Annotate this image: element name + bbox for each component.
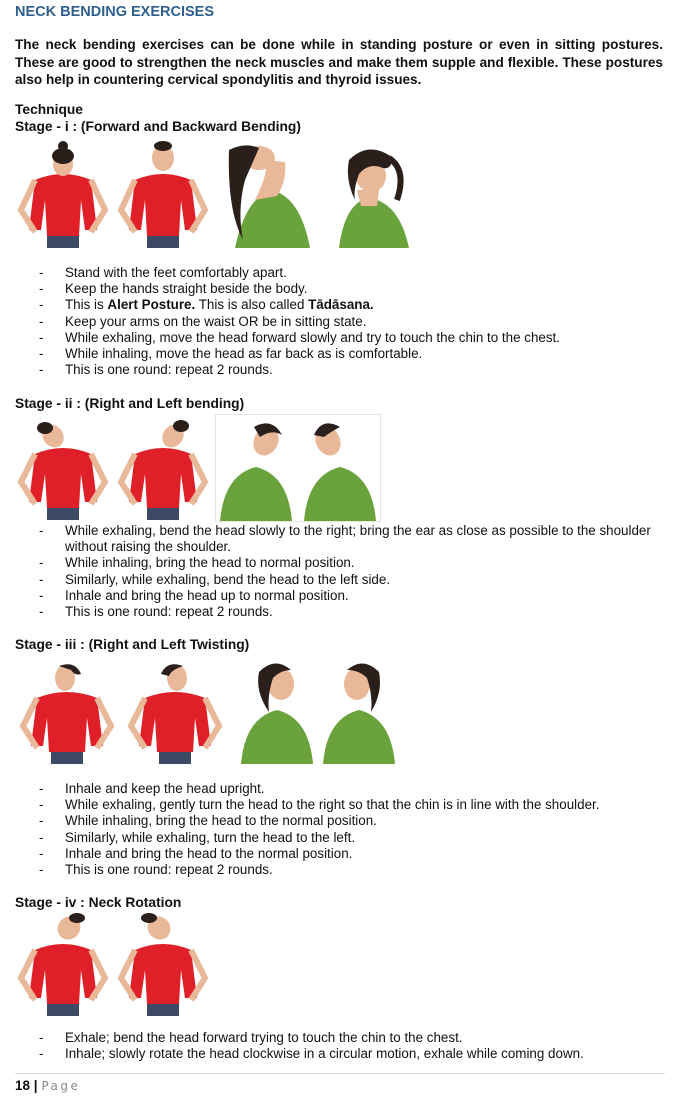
list-item: - Similarly, while exhaling, turn the head to the left. [15, 830, 665, 846]
list-item: - While exhaling, bend the head slowly to the right; bring the ear as close as possible to the shoulder without raising the shoulder. [15, 523, 665, 555]
list-item: - Similarly, while exhaling, bend the head to the left side. [15, 572, 665, 588]
figure-red-forward [15, 140, 111, 248]
figure-green-backward [215, 140, 315, 248]
figure-red-bend-left [115, 414, 211, 520]
list-item: - While exhaling, gently turn the head to the right so that the chin is in line with the shoulder. [15, 797, 665, 813]
figure-red-rotation-1 [15, 912, 111, 1016]
list-item: - While inhaling, bring the head to the normal position. [15, 813, 665, 829]
stage-1-figures [15, 140, 415, 248]
stage-2-steps [15, 523, 665, 620]
list-item: - Keep your arms on the waist OR be in sitting state. [15, 314, 665, 330]
list-item: - This is one round: repeat 2 rounds. [15, 362, 665, 378]
figure-green-forward [319, 140, 415, 248]
page-number: 18 [15, 1078, 31, 1093]
stage-3-figures [15, 656, 407, 764]
page-footer [15, 1078, 80, 1093]
figure-red-backward [115, 140, 211, 248]
stage-4-figures [15, 912, 211, 1016]
figure-green-twist-pair [231, 656, 407, 764]
list-item: - Stand with the feet comfortably apart. [15, 265, 665, 281]
technique-heading: Technique [15, 102, 83, 117]
intro-paragraph: The neck bending exercises can be done while in standing posture or even in sitting postures. These are good to strengthen the neck muscles and make them supple and flexible. These postures also help in countering cervical spondylitis and thyroid issues. [15, 37, 663, 87]
step-bold-text: Tādāsana. [308, 297, 374, 313]
page-title: NECK BENDING EXERCISES [15, 4, 215, 20]
figure-red-rotation-2 [115, 912, 211, 1016]
list-item: - While inhaling, move the head as far back as is comfortable. [15, 346, 665, 362]
list-item: - While exhaling, move the head forward slowly and try to touch the chin to the chest. [15, 330, 665, 346]
stage-1-heading: Stage - i : (Forward and Backward Bending) [15, 119, 301, 134]
list-item: - Inhale and bring the head up to normal position. [15, 588, 665, 604]
list-item: - While inhaling, bring the head to normal position. [15, 555, 665, 571]
list-item [15, 297, 665, 313]
list-item: - Inhale and keep the head upright. [15, 781, 665, 797]
figure-red-twist-right [15, 656, 119, 764]
stage-2-figures [15, 414, 381, 522]
list-item: - Keep the hands straight beside the body. [15, 281, 665, 297]
figure-red-bend-right [15, 414, 111, 520]
stage-3-heading: Stage - iii : (Right and Left Twisting) [15, 637, 250, 652]
stage-1-steps [15, 265, 665, 378]
step-text: This is [65, 297, 108, 313]
step-bold-text: Alert Posture. [107, 297, 196, 313]
footer-separator: | [30, 1078, 42, 1093]
list-item: - Exhale; bend the head forward trying to touch the chin to the chest. [15, 1030, 665, 1046]
stage-3-steps [15, 781, 665, 878]
footer-divider [15, 1073, 665, 1074]
list-item: - This is one round: repeat 2 rounds. [15, 604, 665, 620]
stage-4-steps [15, 1030, 665, 1062]
figure-red-twist-left [123, 656, 227, 764]
list-item: - This is one round: repeat 2 rounds. [15, 862, 665, 878]
figure-green-bend-pair [215, 414, 381, 522]
list-item: - Inhale and bring the head to the normal position. [15, 846, 665, 862]
list-item: - Inhale; slowly rotate the head clockwise in a circular motion, exhale while coming down. [15, 1046, 665, 1062]
step-text: This is also called [195, 297, 309, 313]
stage-2-heading: Stage - ii : (Right and Left bending) [15, 396, 245, 411]
page-label: Page [41, 1079, 81, 1093]
stage-4-heading: Stage - iv : Neck Rotation [15, 895, 182, 910]
